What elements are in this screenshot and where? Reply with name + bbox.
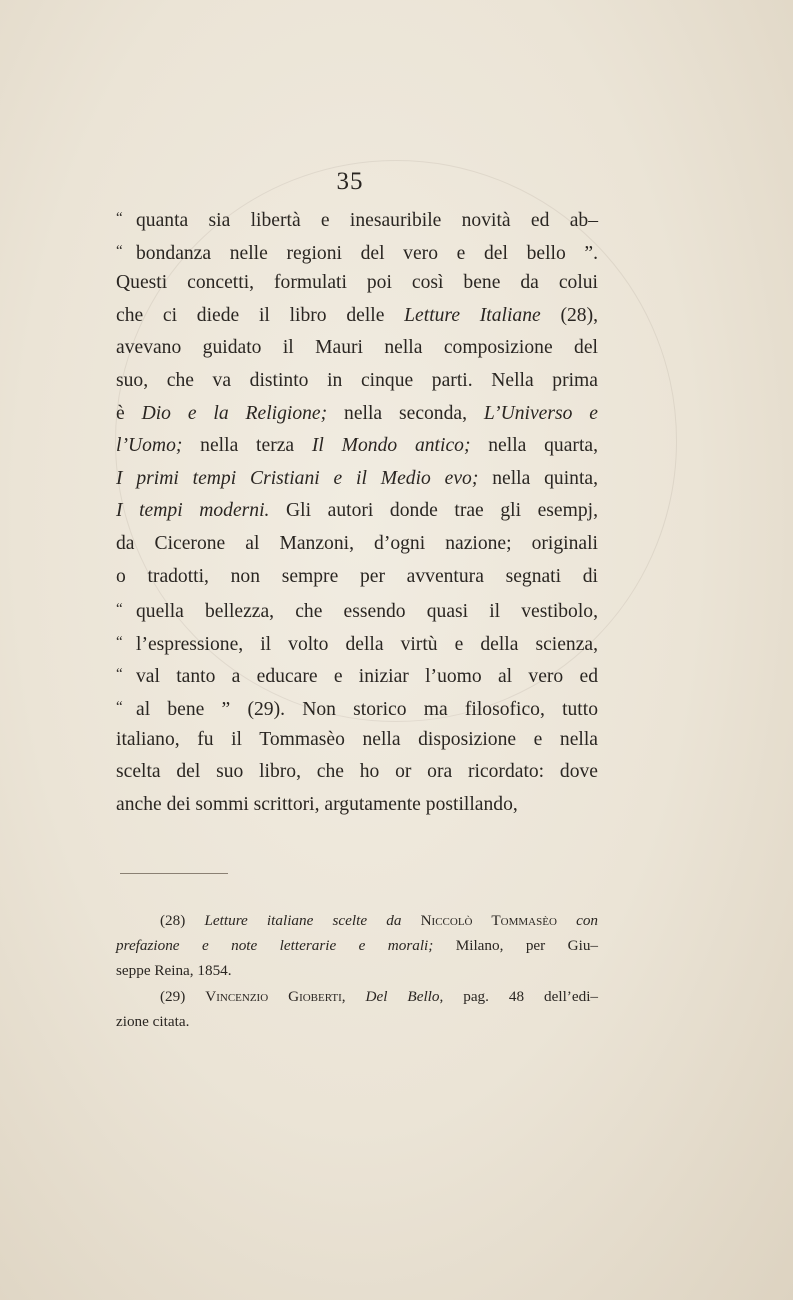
text-segment: zione citata. — [116, 1012, 190, 1030]
text-line — [116, 332, 598, 365]
text-segment: Gli autori donde trae gli esempj, — [269, 500, 598, 522]
footnote-line — [116, 908, 598, 933]
italic-text: l’Uomo; — [116, 435, 183, 457]
text-segment: (29) — [160, 987, 206, 1005]
text-segment: Questi concetti, formulati poi così bene da colui — [116, 272, 598, 294]
text-line — [116, 398, 598, 431]
italic-text: Letture italiane scelte da — [204, 912, 402, 929]
italic-text: L’Universo e — [483, 402, 598, 424]
text-line — [116, 430, 598, 463]
text-segment — [401, 912, 420, 929]
text-segment: l’espressione, il volto della virtù e della scienza, — [136, 633, 598, 655]
text-segment: seppe Reina, 1854. — [116, 962, 232, 980]
text-line — [116, 561, 598, 594]
text-segment: (28) — [160, 912, 205, 929]
text-line — [116, 528, 598, 561]
text-segment: nella seconda, — [327, 402, 484, 424]
text-segment: nella terza — [182, 435, 312, 457]
text-line — [116, 789, 598, 822]
quote-mark: “ — [116, 698, 123, 715]
text-line — [116, 202, 598, 235]
text-segment — [557, 912, 576, 929]
italic-text: prefazione e note letterarie e morali; — [116, 937, 434, 955]
quote-mark: “ — [116, 601, 123, 618]
italic-text: I primi tempi Cristiani e il Medio evo; — [116, 467, 479, 489]
text-segment: Vincenzio Gioberti, — [205, 987, 346, 1005]
text-line — [116, 691, 598, 724]
text-line — [116, 235, 598, 268]
text-line — [116, 267, 598, 300]
text-segment: (28), — [540, 304, 598, 326]
footnote-line — [116, 958, 598, 983]
italic-text: Il Mondo antico; — [311, 435, 471, 457]
text-segment — [346, 988, 366, 1005]
footnote-line — [116, 933, 598, 958]
text-segment: suo, che va distinto in cinque parti. Nella prima — [116, 369, 598, 391]
text-line — [116, 300, 598, 333]
quote-mark: “ — [116, 210, 123, 226]
text-line — [116, 756, 598, 789]
text-segment: al bene ” (29). Non storico ma filosofico, tutto — [136, 698, 598, 720]
text-line — [116, 365, 598, 398]
text-segment: quella bellezza, che essendo quasi il vestibolo, — [136, 601, 598, 623]
text-line — [116, 658, 598, 691]
text-segment: Milano, per Giu– — [433, 937, 599, 955]
text-line — [116, 626, 598, 659]
italic-text: Dio e la Religione; — [141, 402, 328, 424]
text-segment: val tanto a educare e iniziar l’uomo al vero ed — [136, 666, 598, 688]
text-segment: quanta sia libertà e inesauribile novità ed ab– — [136, 210, 598, 231]
footnotes — [116, 908, 598, 1034]
text-line — [116, 593, 598, 626]
text-segment: nella quinta, — [478, 467, 598, 489]
text-segment: o tradotti, non sempre per avventura segnati di — [116, 565, 598, 587]
text-segment: è — [116, 402, 142, 424]
body-text — [116, 202, 598, 821]
text-line — [116, 495, 598, 528]
text-segment: bondanza nelle regioni del vero e del bello ”. — [136, 242, 598, 264]
quote-mark: “ — [116, 666, 123, 683]
italic-text: I tempi moderni. — [116, 500, 270, 522]
footnote-line — [116, 1009, 598, 1034]
footnote-line — [116, 984, 598, 1009]
text-segment: anche dei sommi scrittori, argutamente postillando, — [116, 793, 518, 815]
text-segment: Niccolò Tommasèo — [420, 912, 557, 929]
quote-mark: “ — [116, 242, 123, 259]
text-segment: da Cicerone al Manzoni, d’ogni nazione; originali — [116, 532, 598, 554]
italic-text: Letture Italiane — [404, 304, 541, 326]
footnote-divider — [120, 873, 228, 874]
text-segment: , pag. 48 dell’edi– — [439, 987, 599, 1005]
text-line — [116, 724, 598, 757]
italic-text: Del Bello — [365, 987, 440, 1005]
text-segment: nella quarta, — [470, 435, 598, 457]
text-segment: italiano, fu il Tommasèo nella disposizione e nella — [116, 728, 598, 750]
text-segment: scelta del suo libro, che ho or ora ricordato: dove — [116, 761, 598, 783]
quote-mark: “ — [116, 633, 123, 650]
text-line — [116, 463, 598, 496]
text-segment: avevano guidato il Mauri nella composizione del — [116, 337, 598, 359]
text-segment: che ci diede il libro delle — [116, 304, 405, 326]
italic-text: con — [576, 912, 599, 929]
page-number: 35 — [336, 168, 364, 195]
